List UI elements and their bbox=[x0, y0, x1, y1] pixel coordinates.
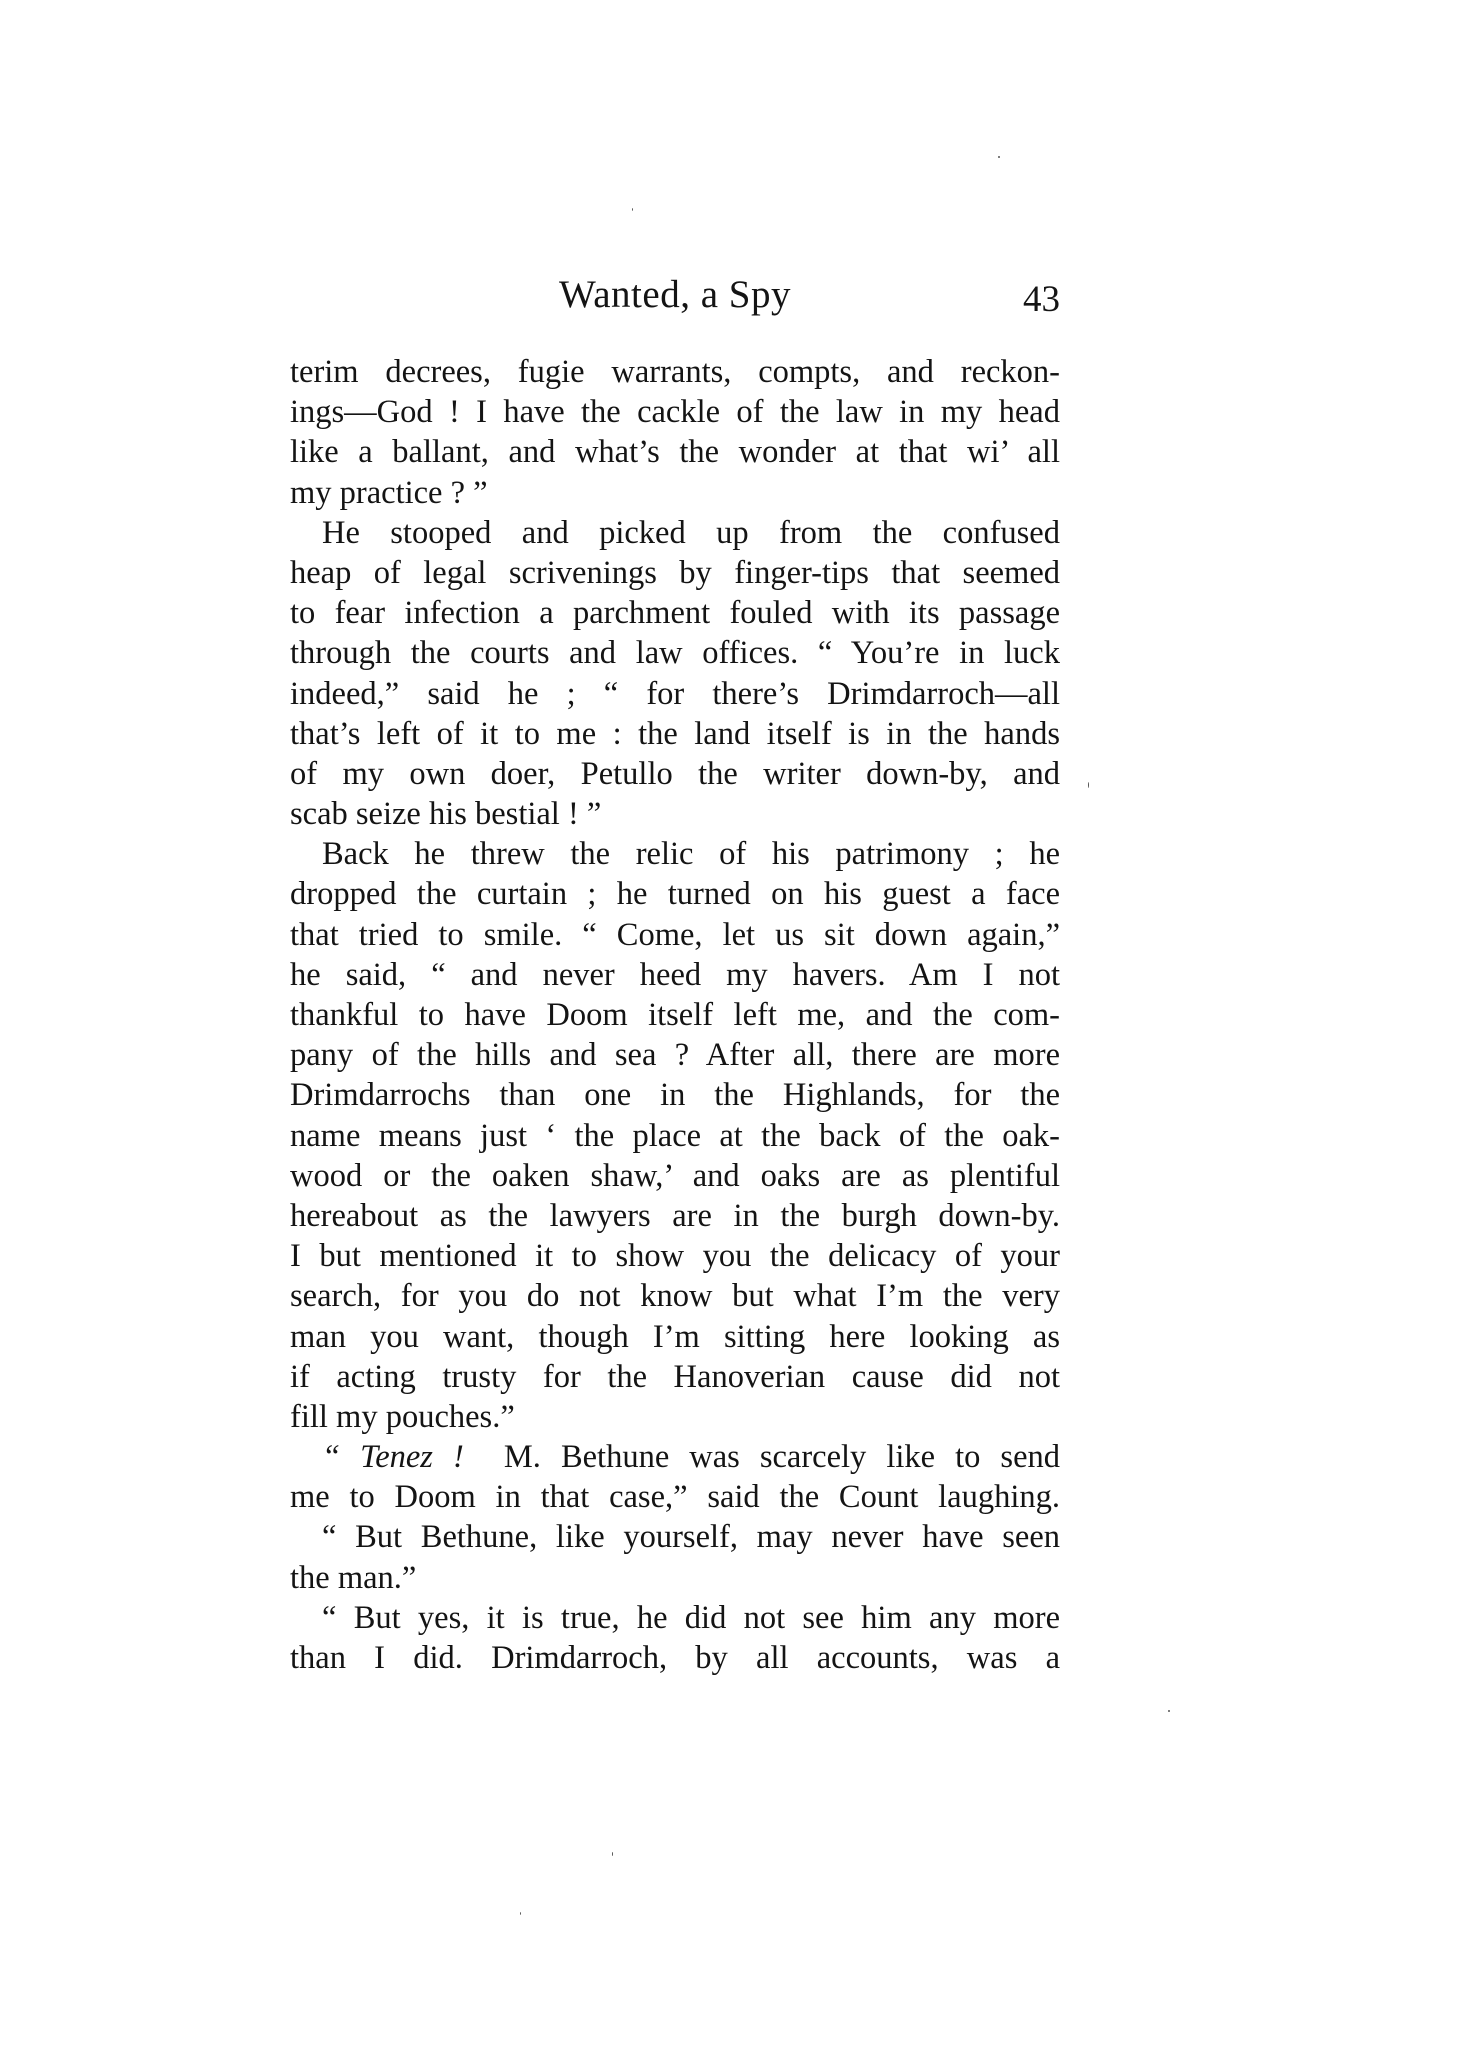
scan-speck bbox=[520, 1912, 521, 1915]
scan-speck bbox=[1168, 1710, 1170, 1712]
scan-speck bbox=[998, 156, 1000, 158]
text-line: He stooped and picked up from the confused bbox=[322, 514, 1060, 551]
text-line: my practice ? ” bbox=[290, 474, 488, 511]
text-line: terim decrees, fugie warrants, compts, and reckon- bbox=[290, 354, 1060, 390]
text-line: search, for you do not know but what I’m the very bbox=[290, 1278, 1060, 1315]
text-line: wood or the oaken shaw,’ and oaks are as plentiful bbox=[290, 1157, 1060, 1194]
text-line: “ But Bethune, like yourself, may never have seen bbox=[322, 1519, 1060, 1556]
running-head: Wanted, a Spy bbox=[559, 273, 791, 316]
text-line: name means just ‘ the place at the back of the oak- bbox=[290, 1117, 1060, 1154]
scan-speck bbox=[632, 208, 633, 211]
text-line: ings—God ! I have the cackle of the law in my head bbox=[290, 394, 1060, 431]
text-line: if acting trusty for the Hanoverian cause did not bbox=[290, 1358, 1060, 1395]
text-line: that tried to smile. “ Come, let us sit down again,” bbox=[290, 916, 1060, 953]
text-line: than I did. Drimdarroch, by all accounts, was a bbox=[290, 1640, 1060, 1676]
text-line: heap of legal scrivenings by finger-tips that seemed bbox=[290, 554, 1060, 591]
text-line: me to Doom in that case,” said the Count laughing. bbox=[290, 1479, 1060, 1516]
scan-speck bbox=[1088, 782, 1089, 788]
text-line-with-italic bbox=[290, 1437, 1060, 1477]
italic-exclamation: “ Tenez ! bbox=[322, 1439, 464, 1476]
text-line: indeed,” said he ; “ for there’s Drimdarroch—all bbox=[290, 675, 1060, 712]
text-line: scab seize his bestial ! ” bbox=[290, 796, 602, 833]
text-line-remainder: M. Bethune was scarcely like to send bbox=[503, 1439, 1060, 1476]
text-line: Back he threw the relic of his patrimony ; he bbox=[322, 836, 1060, 873]
scan-speck bbox=[612, 1852, 613, 1856]
text-line: of my own doer, Petullo the writer down-by, and bbox=[290, 755, 1060, 792]
text-line: dropped the curtain ; he turned on his guest a face bbox=[290, 876, 1060, 913]
text-line: I but mentioned it to show you the delicacy of your bbox=[290, 1238, 1060, 1275]
text-line: he said, “ and never heed my havers. Am I not bbox=[290, 956, 1060, 993]
text-line: thankful to have Doom itself left me, and the com- bbox=[290, 997, 1060, 1033]
page-number: 43 bbox=[1023, 279, 1060, 320]
text-line: hereabout as the lawyers are in the burgh down-by. bbox=[290, 1197, 1060, 1234]
text-line: Drimdarrochs than one in the Highlands, for the bbox=[290, 1077, 1060, 1114]
text-line: man you want, though I’m sitting here looking as bbox=[290, 1318, 1060, 1355]
text-line: the man.” bbox=[290, 1559, 417, 1596]
body-text bbox=[290, 352, 1060, 1678]
text-line: through the courts and law offices. “ You’re in luck bbox=[290, 635, 1060, 672]
text-line: like a ballant, and what’s the wonder at that wi’ all bbox=[290, 434, 1060, 471]
text-line: “ But yes, it is true, he did not see him any more bbox=[322, 1599, 1060, 1636]
text-line: that’s left of it to me : the land itself is in the hands bbox=[290, 715, 1060, 752]
text-line: to fear infection a parchment fouled with its passage bbox=[290, 595, 1060, 632]
page-header bbox=[290, 272, 1060, 332]
text-line: fill my pouches.” bbox=[290, 1398, 515, 1435]
text-line: pany of the hills and sea ? After all, there are more bbox=[290, 1037, 1060, 1074]
